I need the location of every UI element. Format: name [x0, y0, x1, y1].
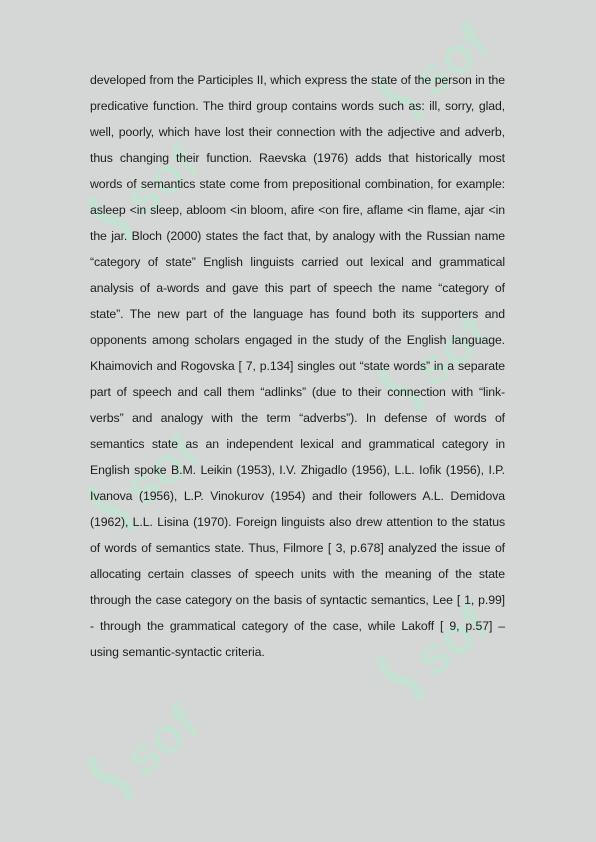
watermark-text: sof [113, 423, 211, 519]
watermark-logo [70, 690, 250, 800]
logo-mark-icon [87, 753, 135, 800]
watermark-text: sof [403, 593, 501, 689]
body-paragraph: developed from the Participles II, which express the state of the person in the predicative function. The third group contains words such as: ill, sorry, glad, well, poorly, which have lost their connection with the adjective and adverb, thus changing their function. Raevska (1976) adds that historically most words of semantics state come from prepositional combination, for example: asleep <in sleep, abloom <in bloom, afire <on fire, aflame <in flame, ajar <in the jar. Bloch (2000) states the fact that, by analogy with the Russian name “category of state” English linguists carried out lexical and grammatical analysis of a-words and gave this part of speech the name “category of state”. The new part of the language has found both its supporters and opponents among scholars engaged in the study of the English language. Khaimovich and Rogovska [ 7, p.134] singles out “state words” in a separate part of speech and call them “adlinks” (due to their connection with “link-verbs” and analogy with the term “adverbs”). In defense of words of semantics state as an independent lexical and grammatical category in English spoke B.M. Leikin (1953), I.V. Zhigadlo (1956), L.L. Iofik (1956), I.P. Ivanova (1956), L.P. Vinokurov (1954) and their followers A.L. Demidova (1962), L.L. Lisina (1970). Foreign linguists also drew attention to the status of words of semantics state. Thus, Filmore [ 3, p.678] analyzed the issue of allocating certain classes of speech units with the meaning of the state through the case category on the basis of syntactic semantics, Lee [ 1, p.99] - through the grammatical category of the case, while Lakoff [ 9, p.57] – using semantic-syntactic criteria. [90, 73, 505, 659]
watermark-text: sof [113, 133, 211, 229]
watermark-text: sof [403, 303, 501, 399]
watermark-text: sof [113, 693, 211, 789]
watermark-text: sof [403, 13, 501, 109]
